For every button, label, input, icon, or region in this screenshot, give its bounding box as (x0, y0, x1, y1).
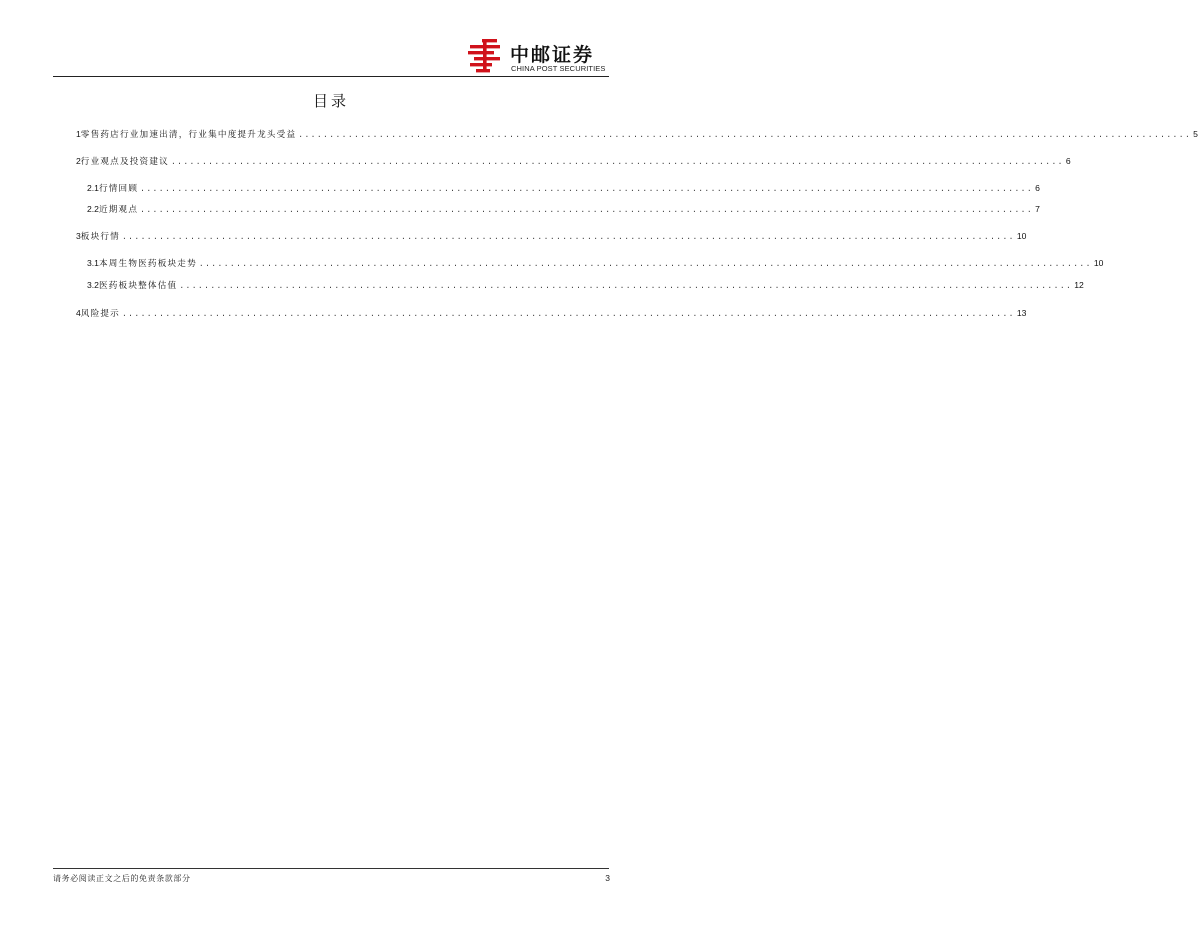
logo-english-name: CHINA POST SECURITIES (511, 64, 606, 73)
company-logo (468, 38, 610, 74)
toc-entry-page: 6 (1065, 156, 1071, 166)
toc-entry-number: 2.2 (87, 204, 99, 214)
toc-leader-dots: ................................................................................................................................................ (198, 260, 1092, 269)
toc-entry-number: 3.1 (87, 258, 99, 268)
toc-entry-page: 10 (1016, 231, 1027, 241)
toc-entry-number: 4 (76, 308, 81, 318)
toc-leader-dots: ................................................................................................................................................ (298, 131, 1192, 140)
toc-title: 目录 (312, 92, 349, 110)
toc-entry-3[interactable] (76, 230, 1027, 242)
header-divider (53, 76, 609, 77)
toc-entry-text: 板块行情 (80, 232, 120, 242)
toc-entry-page: 10 (1093, 258, 1104, 268)
toc-entry-number: 3 (76, 231, 81, 241)
toc-entry-number: 3.2 (87, 280, 99, 290)
toc-entry-2-1[interactable] (87, 182, 1040, 194)
toc-entry-3-2[interactable] (87, 279, 1084, 291)
footer-disclaimer: 请务必阅读正文之后的免责条款部分 (53, 874, 191, 883)
footer-page-number: 3 (605, 873, 610, 883)
toc-leader-dots: ................................................................................................................................................ (140, 185, 1034, 194)
toc-entry-text: 行业观点及投资建议 (80, 157, 169, 167)
toc-entry-text: 风险提示 (80, 309, 120, 319)
toc-leader-dots: ................................................................................................................................................ (179, 282, 1073, 291)
toc-entry-text: 零售药店行业加速出清，行业集中度提升龙头受益 (80, 130, 297, 140)
toc-entry-2-2[interactable] (87, 203, 1040, 215)
toc-leader-dots: ................................................................................................................................................ (121, 233, 1015, 242)
toc-entry-number: 2 (76, 156, 81, 166)
toc-entry-text: 近期观点 (98, 205, 139, 215)
toc-entry-4[interactable] (76, 307, 1027, 319)
toc-entry-1[interactable] (76, 128, 1198, 140)
toc-entry-2[interactable] (76, 155, 1071, 167)
toc-leader-dots: ................................................................................................................................................ (170, 158, 1064, 167)
footer-divider (53, 868, 609, 869)
toc-leader-dots: ................................................................................................................................................ (121, 310, 1015, 319)
toc-leader-dots: ................................................................................................................................................ (140, 206, 1034, 215)
toc-entry-3-1[interactable] (87, 257, 1104, 269)
toc-entry-text: 行情回顾 (98, 184, 139, 194)
toc-entry-page: 6 (1035, 183, 1040, 193)
toc-entry-page: 13 (1016, 308, 1027, 318)
toc-entry-number: 1 (76, 129, 81, 139)
toc-entry-text: 本周生物医药板块走势 (98, 259, 197, 269)
toc-entry-page: 5 (1193, 129, 1198, 139)
china-post-logo-icon (468, 39, 502, 73)
toc-entry-page: 12 (1074, 280, 1084, 290)
toc-entry-number: 2.1 (87, 183, 99, 193)
toc-entry-text: 医药板块整体估值 (98, 281, 178, 291)
logo-chinese-name: 中邮证券 (510, 44, 595, 66)
toc-entry-page: 7 (1035, 204, 1040, 214)
